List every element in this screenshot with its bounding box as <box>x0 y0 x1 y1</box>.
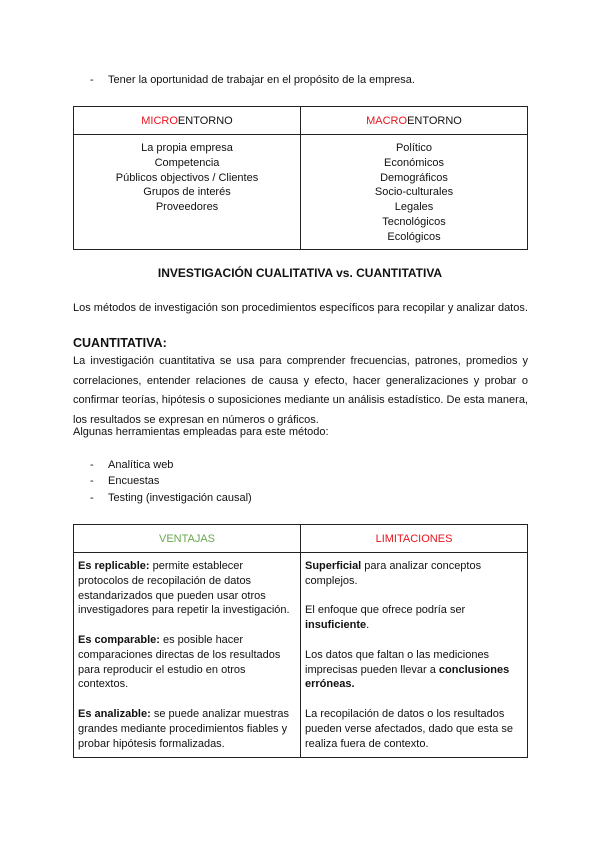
ventaja-item <box>78 633 296 692</box>
bullet-dash: - <box>90 475 94 487</box>
limitaciones-header: LIMITACIONES <box>301 525 528 553</box>
macro-list <box>301 135 528 250</box>
tool-text: Analítica web <box>108 459 174 471</box>
list-item: La propia empresa <box>141 142 233 154</box>
limitacion-desc: para analizar conceptos complejos. <box>305 560 482 587</box>
macro-suffix: ENTORNO <box>407 114 462 127</box>
ventaja-item <box>78 707 296 751</box>
ventaja-item <box>78 559 296 618</box>
list-item: Tecnológicos <box>382 215 446 228</box>
ventaja-desc: es posible hacer comparaciones directas de los resultados para reproducir el estudio en otros contextos. <box>78 633 281 691</box>
limitacion-term: conclusiones erróneas. <box>305 663 510 691</box>
limitacion-desc: Los datos que faltan o las mediciones imprecisas pueden llevar a <box>305 648 490 676</box>
bullet-dash: - <box>90 459 94 471</box>
ventaja-desc: se puede analizar muestras grandes mediante procedimientos fiables y probar hipótesis formalizadas. <box>78 707 289 750</box>
limitaciones-cell <box>301 553 528 758</box>
ventaja-term: Es replicable: <box>78 560 150 572</box>
list-item: Grupos de interés <box>143 186 231 199</box>
list-item: Político <box>395 142 433 154</box>
section-paragraph: La investigación cuantitativa se usa para comprender frecuencias, patrones, promedios y correlaciones, entender relaciones de causa y efecto, hacer generalizaciones y probar o confirmar teorías, hipótesis o suposiciones mediante un análisis estadístico. De esta manera, los resultados se expresan en números o gráficos. <box>73 355 528 426</box>
section-title: INVESTIGACIÓN CUALITATIVA vs. CUANTITATIVA <box>157 266 443 280</box>
limitacion-term: insuficiente <box>305 619 367 632</box>
micro-prefix: MICRO <box>141 114 178 127</box>
list-item: Legales <box>394 201 434 214</box>
macro-prefix: MACRO <box>366 114 408 127</box>
list-item: Competencia <box>154 156 220 169</box>
macro-header <box>301 107 528 135</box>
ventajas-limitaciones-table <box>73 524 528 758</box>
ventajas-header: VENTAJAS <box>74 525 301 553</box>
intro-text: Los métodos de investigación son procedimientos específicos para recopilar y analizar datos. <box>73 302 528 314</box>
limitacion-end: . <box>366 619 370 632</box>
list-item: Económicos <box>384 156 444 169</box>
list-item: Proveedores <box>155 201 219 214</box>
micro-suffix: ENTORNO <box>177 114 233 127</box>
limitacion-item <box>305 603 523 633</box>
micro-list <box>74 135 301 250</box>
list-item: Socio-culturales <box>374 186 454 199</box>
limitacion-term: Superficial <box>305 560 362 572</box>
tool-text: Encuestas <box>108 475 160 487</box>
list-item: Públicos objectivos / Clientes <box>115 171 259 184</box>
bullet-dash: - <box>90 492 94 504</box>
limitacion-item <box>305 559 523 589</box>
section-heading: CUANTITATIVA: <box>73 336 167 350</box>
entorno-table <box>73 106 528 250</box>
limitacion-desc: La recopilación de datos o los resultados pueden verse afectados, dado que esta se realiza fuera de contexto. <box>305 707 513 750</box>
tool-text: Testing (investigación causal) <box>108 492 252 504</box>
ventaja-term: Es analizable: <box>78 707 151 720</box>
list-item: Demográficos <box>380 171 448 184</box>
bullet-text: Tener la oportunidad de trabajar en el propósito de la empresa. <box>108 74 415 86</box>
bullet-dash: - <box>90 74 94 86</box>
limitacion-item <box>305 707 523 751</box>
ventaja-desc: permite establecer protocolos de recopilación de datos estandarizados que pueden usar otros investigadores para repetir la investigación. <box>78 560 290 617</box>
tools-intro: Algunas herramientas empleadas para este método: <box>73 426 329 438</box>
list-item: Ecológicos <box>387 230 441 243</box>
limitacion-item <box>305 648 523 692</box>
micro-header <box>74 107 301 135</box>
limitacion-desc: El enfoque que ofrece podría ser <box>305 604 466 617</box>
ventaja-term: Es comparable: <box>78 633 160 646</box>
ventajas-cell <box>74 553 301 758</box>
